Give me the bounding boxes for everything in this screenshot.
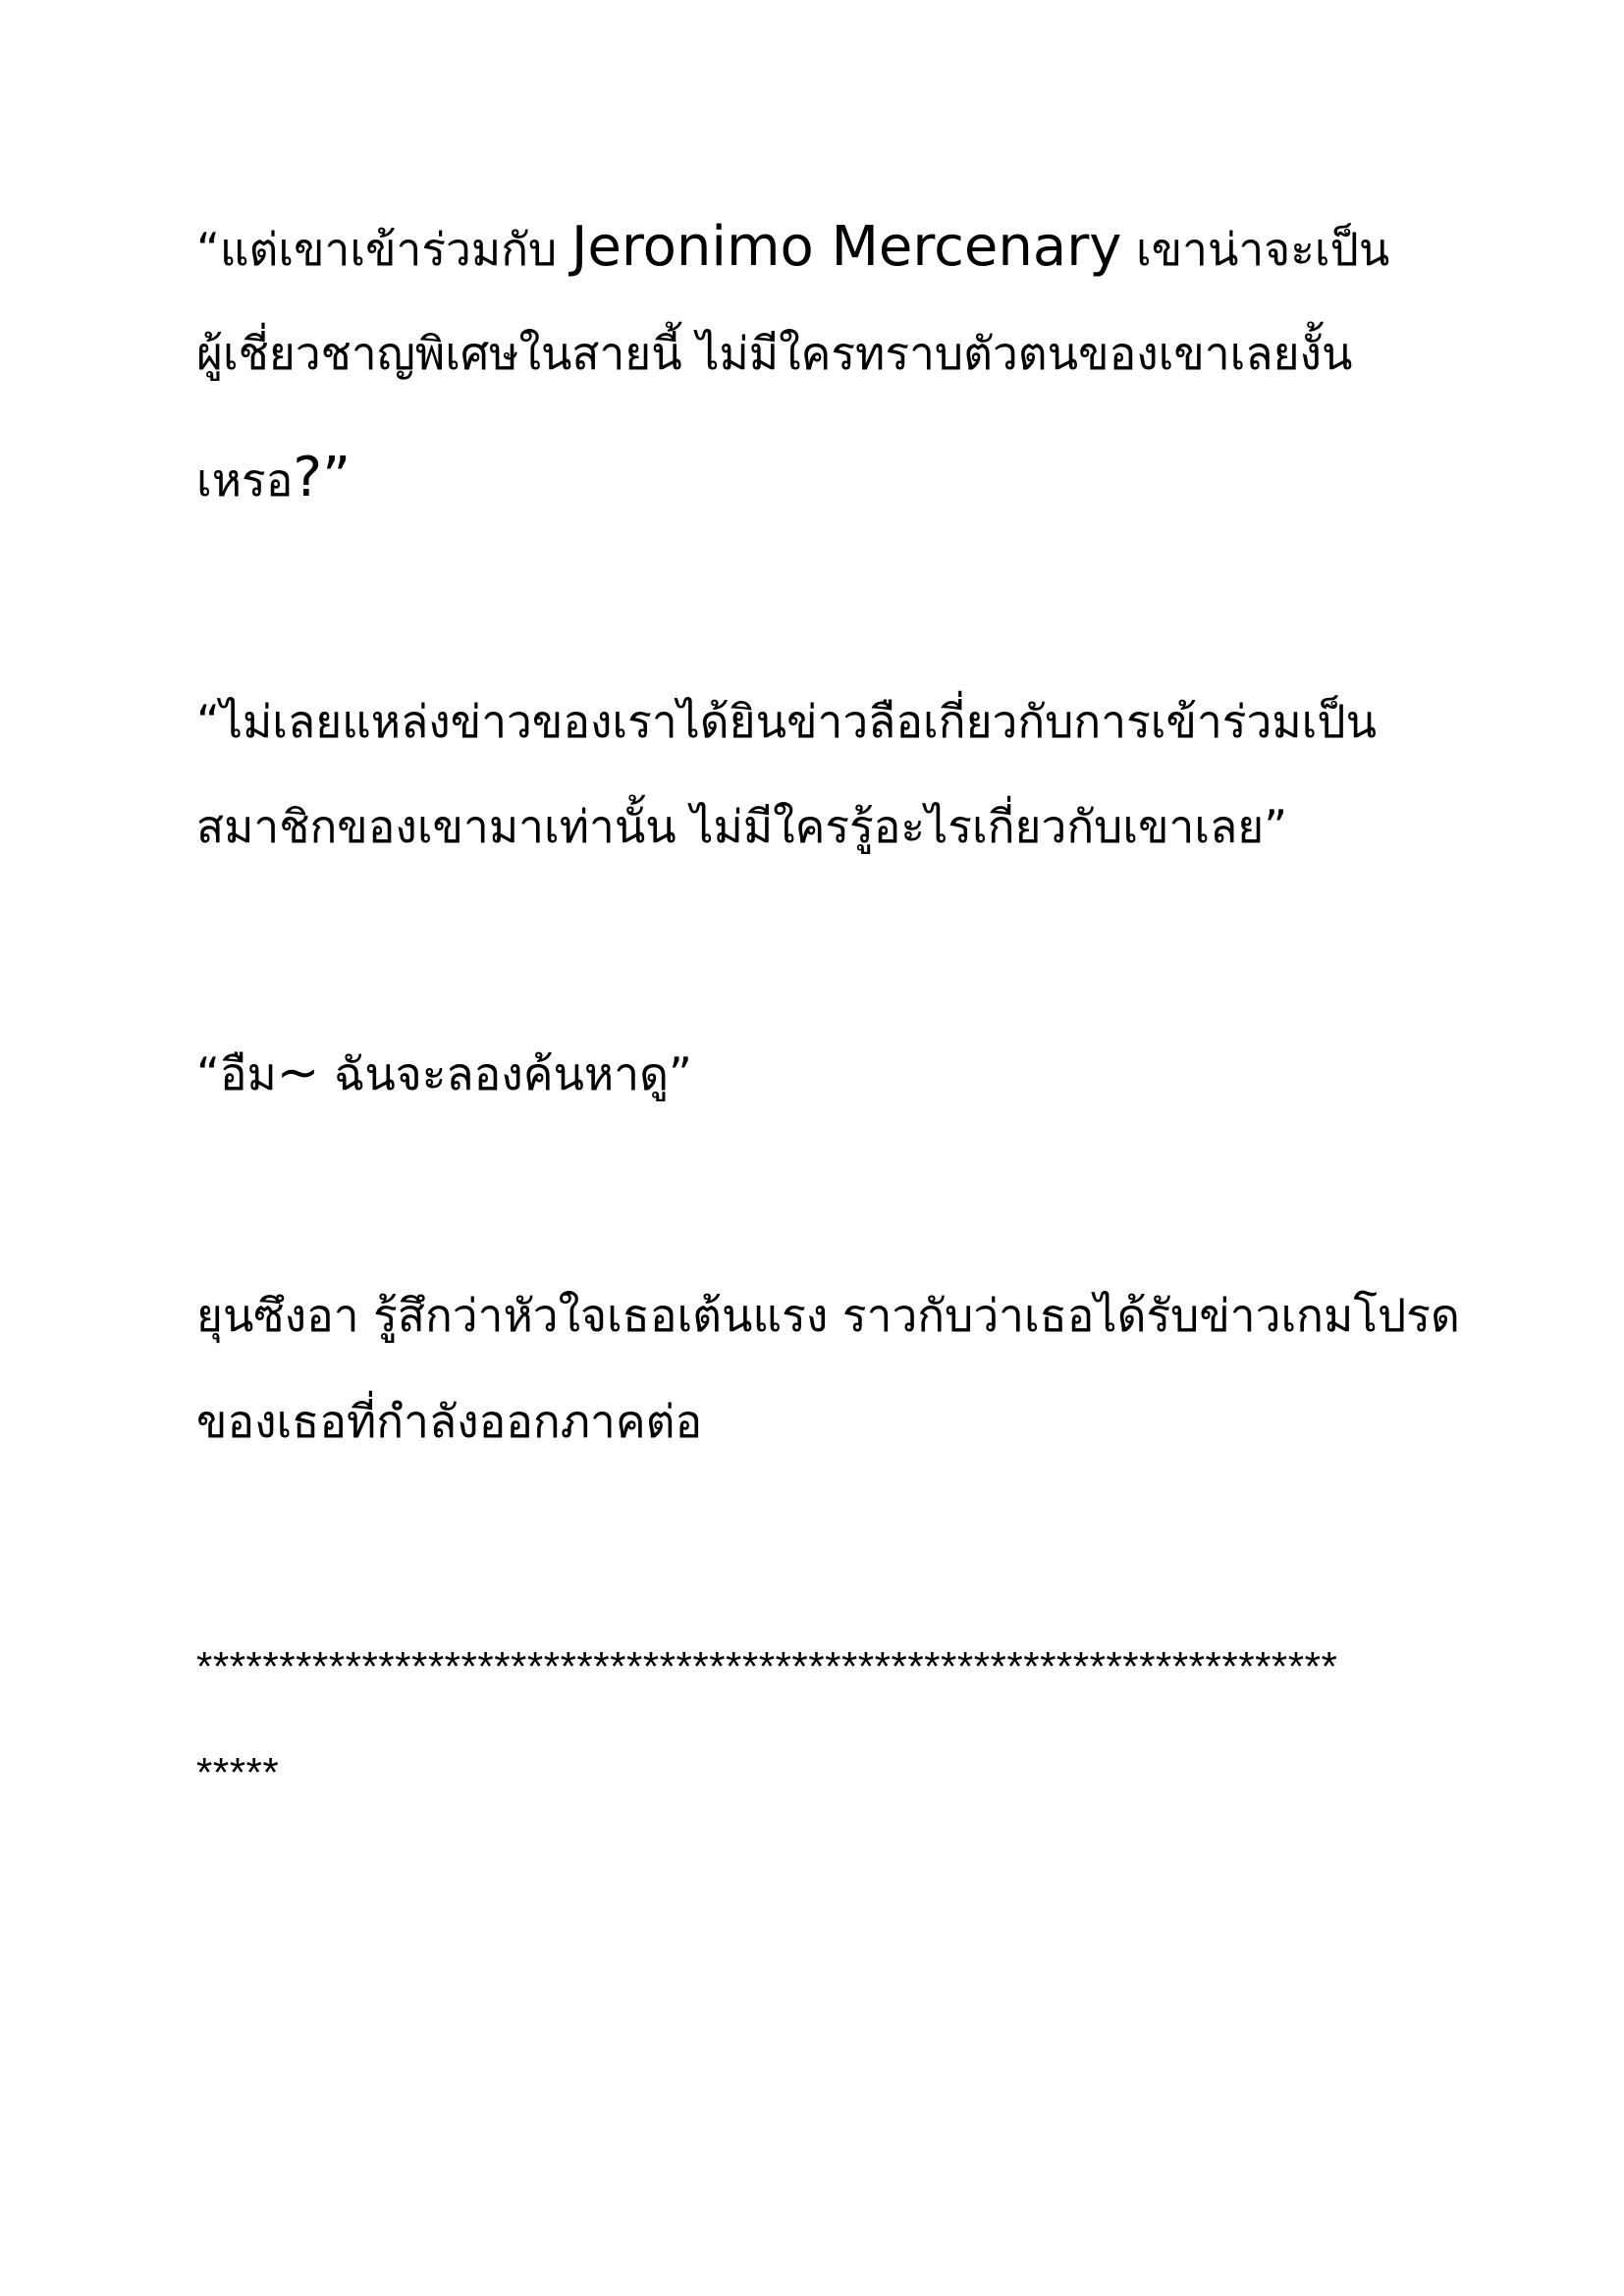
paragraph-1-line-1-thai-start: “แต่เขาเข้าร่วมกับ	[196, 223, 571, 276]
separator-line-2: *****	[196, 1749, 280, 1795]
tilde-mark: ~	[276, 1043, 320, 1102]
paragraph-4-line-2: ของเธอที่กำลังออกภาคต่อ	[196, 1395, 703, 1448]
paragraph-1-line-3-thai: เหรอ	[196, 454, 294, 507]
paragraph-2-line-1: “ไม่เลยแหล่งข่าวของเราได้ยินข่าวลือเกี่ยวกับการเข้าร่วมเป็น	[196, 695, 1378, 748]
mercenary-name: Jeronimo Mercenary	[570, 215, 1122, 279]
paragraph-3-thai-start: “อืม	[196, 1047, 277, 1100]
paragraph-1-line-1-thai-end: เขาน่าจะเป็น	[1121, 223, 1390, 276]
paragraph-2-line-2: สมาชิกของเขามาเท่านั้น ไม่มีใครรู้อะไรเกี่ยวกับเขาเลย”	[196, 800, 1288, 853]
question-mark: ?”	[293, 446, 352, 509]
paragraph-3-line-1	[196, 1043, 692, 1103]
separator-line-1: *********************************************************************	[196, 1643, 1338, 1689]
paragraph-1-line-3	[196, 446, 352, 509]
paragraph-1-line-2: ผู้เชี่ยวชาญพิเศษในสายนี้ ไม่มีใครทราบตัวตนของเขาเลยงั้น	[196, 327, 1353, 380]
paragraph-1-line-1	[196, 215, 1390, 279]
paragraph-3-thai-end: ฉันจะลองค้นหาดู”	[319, 1047, 692, 1100]
paragraph-4-line-1: ยุนซึงอา รู้สึกว่าหัวใจเธอเต้นแรง ราวกับว่าเธอได้รับข่าวเกมโปรด	[196, 1289, 1460, 1342]
